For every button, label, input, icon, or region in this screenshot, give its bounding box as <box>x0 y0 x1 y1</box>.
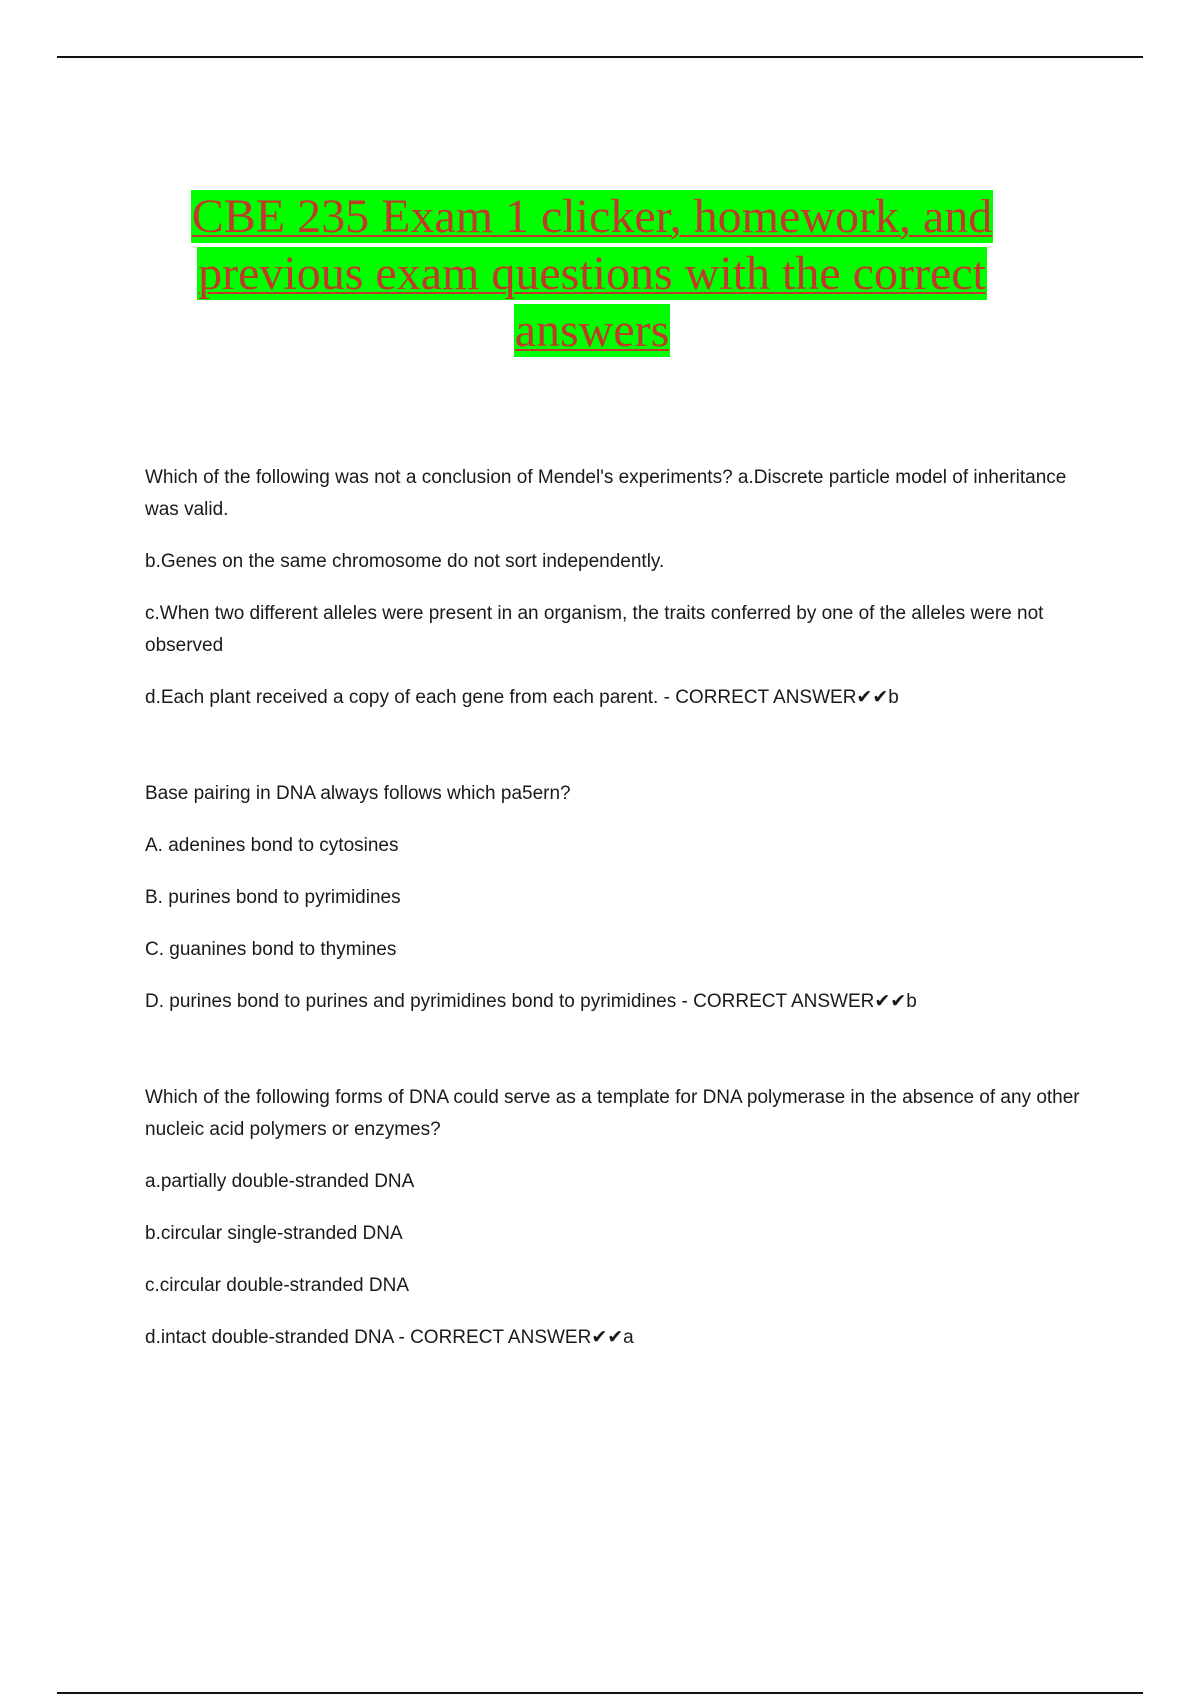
question-3-prompt: Which of the following forms of DNA could serve as a template for DNA polymerase in the absence of any other nucleic acid polymers or enzymes? <box>145 1087 1080 1140</box>
footer-rule <box>57 1692 1143 1694</box>
question-2-option-a: A. adenines bond to cytosines <box>145 835 399 856</box>
question-2 <box>145 778 1095 1018</box>
question-2-option-d-answer: D. purines bond to purines and pyrimidines bond to pyrimidines - CORRECT ANSWER✔✔b <box>145 991 917 1012</box>
question-1 <box>145 462 1095 714</box>
question-1-option-c: c.When two different alleles were present in an organism, the traits conferred by one of the alleles were not observed <box>145 603 1044 656</box>
header-rule <box>57 56 1143 58</box>
question-1-prompt: Which of the following was not a conclusion of Mendel's experiments? a.Discrete particle model of inheritance was valid. <box>145 467 1067 520</box>
question-1-option-b: b.Genes on the same chromosome do not sort independently. <box>145 551 665 572</box>
question-3-option-a: a.partially double-stranded DNA <box>145 1171 415 1192</box>
document-title: CBE 235 Exam 1 clicker, homework, and previous exam questions with the correct answers <box>191 190 993 357</box>
question-3-option-c: c.circular double-stranded DNA <box>145 1275 410 1296</box>
question-3-option-b: b.circular single-stranded DNA <box>145 1223 403 1244</box>
question-3 <box>145 1082 1095 1354</box>
question-2-prompt: Base pairing in DNA always follows which pa5ern? <box>145 783 571 804</box>
document-body <box>145 462 1095 1354</box>
question-2-option-b: B. purines bond to pyrimidines <box>145 887 401 908</box>
question-3-option-d-answer: d.intact double-stranded DNA - CORRECT ANSWER✔✔a <box>145 1327 634 1348</box>
question-2-option-c: C. guanines bond to thymines <box>145 939 397 960</box>
question-1-option-d-answer: d.Each plant received a copy of each gene from each parent. - CORRECT ANSWER✔✔b <box>145 687 899 708</box>
title-block <box>180 188 1004 359</box>
